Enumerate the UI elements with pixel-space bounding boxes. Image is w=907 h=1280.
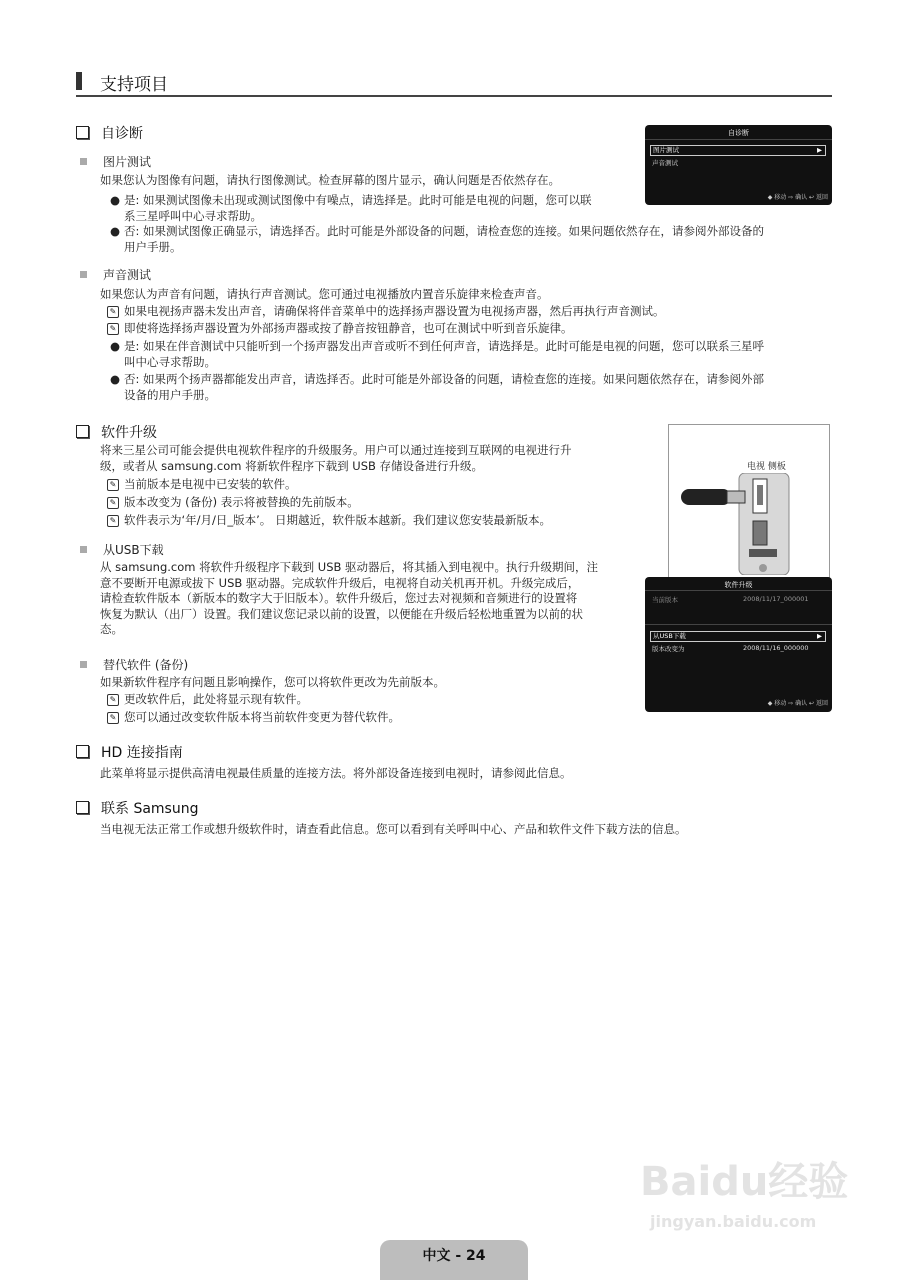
hd-guide-text: 此菜单将显示提供高清电视最佳质量的连接方法。将外部设备连接到电视时，请参阅此信息。: [100, 766, 572, 780]
text-line: 否: 如果测试图像正确显示，请选择否。此时可能是外部设备的问题，请检查您的连接。如果问题依然存在，请参阅外部设备的: [124, 224, 765, 238]
sound-no-item: [110, 372, 765, 403]
sub-alt-software: [80, 656, 188, 673]
text-line: 是: 如果在伴音测试中只能听到一个扬声器发出声音或听不到任何声音，请选择是。此时可能是电视的问题，您可以联系三星呼: [124, 339, 765, 353]
note-text: 版本改变为 (备份) 表示将被替换的先前版本。: [124, 495, 359, 509]
square-bullet-icon: [80, 661, 87, 668]
sub-sound-test: [80, 266, 151, 283]
square-bullet-icon: [80, 546, 87, 553]
sound-note-1: [109, 304, 665, 320]
text-line: 叫中心寻求帮助。: [124, 354, 216, 369]
tv-side-panel-illustration: [668, 424, 830, 578]
picture-test-intro: 如果您认为图像有问题，请执行图像测试。检查屏幕的图片显示，确认问题是否依然存在。: [100, 173, 560, 187]
self-diagnosis-screen: [645, 125, 832, 205]
section-hd-guide: [76, 742, 183, 762]
subsection-title: 从USB下载: [103, 543, 164, 557]
usb-drive-icon: [669, 473, 827, 575]
usb-download-text: [100, 560, 598, 638]
upgrade-note-1: [109, 477, 297, 493]
text-line: 系三星呼叫中心寻求帮助。: [124, 208, 262, 223]
software-upgrade-screen: [645, 577, 832, 712]
current-version-value: 2008/11/17_000001: [743, 595, 809, 603]
baidu-watermark-url: jingyan.baidu.com: [650, 1212, 817, 1231]
text-line: 态。: [100, 622, 123, 636]
subsection-title: 声音测试: [103, 268, 152, 282]
note-icon: ✎: [107, 497, 119, 509]
screen-item-picture-test[interactable]: [650, 145, 826, 156]
screen-title: 自诊断: [728, 129, 749, 137]
contact-text: 当电视无法正常工作或想升级软件时，请查看此信息。您可以看到有关呼叫中心、产品和软件文件下载方法的信息。: [100, 822, 687, 836]
sound-note-2: [109, 321, 573, 337]
alt-note-1: [109, 692, 308, 708]
bullet-dot-icon: ●: [110, 339, 121, 353]
sub-usb-download: [80, 541, 164, 558]
arrow-right-icon: ▶: [817, 632, 822, 640]
note-text: 您可以通过改变软件版本将当前软件变更为替代软件。: [124, 710, 400, 724]
alt-version-value: 2008/11/16_000000: [743, 644, 809, 652]
text-line: 从 samsung.com 将软件升级程序下载到 USB 驱动器后，将其插入到电视中。执行升级期间，注: [100, 560, 599, 574]
section-title: 自诊断: [101, 126, 143, 142]
divider: [645, 590, 832, 591]
illustration-label: 电视 侧板: [747, 462, 786, 472]
checkbox-bullet-icon: [76, 801, 89, 814]
header-divider: [76, 95, 832, 97]
text-line: 否: 如果两个扬声器都能发出声音，请选择否。此时可能是外部设备的问题，请检查您的连接。如果问题依然存在，请参阅外部: [124, 372, 765, 386]
checkbox-bullet-icon: [76, 126, 89, 139]
checkbox-bullet-icon: [76, 745, 89, 758]
item-label: 图片测试: [653, 146, 679, 154]
alt-version-label[interactable]: 版本改变为: [652, 645, 685, 653]
section-self-diagnosis: [76, 123, 143, 143]
note-text: 当前版本是电视中已安装的软件。: [124, 477, 297, 491]
page-title: 支持项目: [100, 75, 168, 95]
text-line: 请检查软件版本（新版本的数字大于旧版本）。软件升级后，您过去对视频和音频进行的设置将: [100, 591, 578, 605]
item-label: 从USB下载: [653, 632, 686, 640]
note-icon: ✎: [107, 515, 119, 527]
subsection-title: 图片测试: [103, 155, 152, 169]
note-icon: ✎: [107, 479, 119, 491]
sub-picture-test: [80, 153, 151, 170]
section-contact: [76, 798, 198, 818]
upgrade-intro: [100, 443, 572, 474]
alt-software-intro: 如果新软件程序有问题且影响操作，您可以将软件更改为先前版本。: [100, 675, 445, 689]
section-title: 联系 Samsung: [101, 801, 199, 817]
bullet-dot-icon: ●: [110, 193, 121, 207]
subsection-title: 替代软件 (备份): [103, 658, 189, 672]
section-software-upgrade: [76, 422, 157, 442]
arrow-right-icon: ▶: [817, 146, 822, 154]
header-marker: [76, 72, 82, 90]
screen-footer: ◆ 移动 ⇨ 确认 ↩ 返回: [767, 194, 828, 201]
note-text: 如果电视扬声器未发出声音，请确保将伴音菜单中的选择扬声器设置为电视扬声器，然后再执行声音测试。: [124, 304, 665, 318]
page-number: 中文 - 24: [380, 1240, 528, 1280]
screen-footer: ◆ 移动 ⇨ 确认 ↩ 返回: [767, 700, 828, 707]
note-text: 即使将选择扬声器设置为外部扬声器或按了静音按钮静音，也可在测试中听到音乐旋律。: [124, 321, 573, 335]
text-line: 将来三星公司可能会提供电视软件程序的升级服务。用户可以通过连接到互联网的电视进行升: [100, 443, 572, 457]
screen-title: 软件升级: [724, 581, 753, 589]
text-line: 级，或者从 samsung.com 将新软件程序下载到 USB 存储设备进行升级。: [100, 458, 484, 473]
text-line: 设备的用户手册。: [124, 387, 216, 402]
checkbox-bullet-icon: [76, 425, 89, 438]
note-icon: ✎: [107, 712, 119, 724]
section-title: HD 连接指南: [101, 745, 183, 761]
note-text: 更改软件后，此处将显示现有软件。: [124, 692, 308, 706]
text-line: 恢复为默认（出厂）设置。我们建议您记录以前的设置，以便能在升级后轻松地重置为以前的状: [100, 606, 583, 621]
picture-no-item: [110, 224, 765, 255]
bullet-dot-icon: ●: [110, 224, 121, 238]
note-text: 软件表示为‘年/月/日_版本’。 日期越近，软件版本越新。我们建议您安装最新版本。: [124, 513, 551, 527]
square-bullet-icon: [80, 158, 87, 165]
upgrade-note-2: [109, 495, 359, 511]
picture-yes-item: [110, 193, 592, 224]
alt-note-2: [109, 710, 400, 726]
baidu-watermark-logo: Baidu经验: [640, 1159, 849, 1205]
upgrade-note-3: [109, 513, 551, 529]
divider: [645, 139, 832, 140]
bullet-dot-icon: ●: [110, 372, 121, 386]
square-bullet-icon: [80, 271, 87, 278]
note-icon: ✎: [107, 306, 119, 318]
note-icon: ✎: [107, 694, 119, 706]
text-line: 用户手册。: [124, 239, 182, 254]
divider: [645, 624, 832, 625]
screen-item-sound-test[interactable]: 声音测试: [652, 159, 678, 167]
sound-test-intro: 如果您认为声音有问题，请执行声音测试。您可通过电视播放内置音乐旋律来检查声音。: [100, 287, 549, 301]
text-line: 是: 如果测试图像未出现或测试图像中有噪点，请选择是。此时可能是电视的问题，您可以联: [124, 193, 592, 207]
section-title: 软件升级: [101, 425, 157, 441]
current-version-label: 当前版本: [652, 596, 678, 604]
text-line: 意不要断开电源或拔下 USB 驱动器。完成软件升级后，电视将自动关机再开机。升级完成后，: [100, 575, 580, 590]
sound-yes-item: [110, 339, 765, 370]
screen-item-usb-download[interactable]: [650, 631, 826, 642]
note-icon: ✎: [107, 323, 119, 335]
